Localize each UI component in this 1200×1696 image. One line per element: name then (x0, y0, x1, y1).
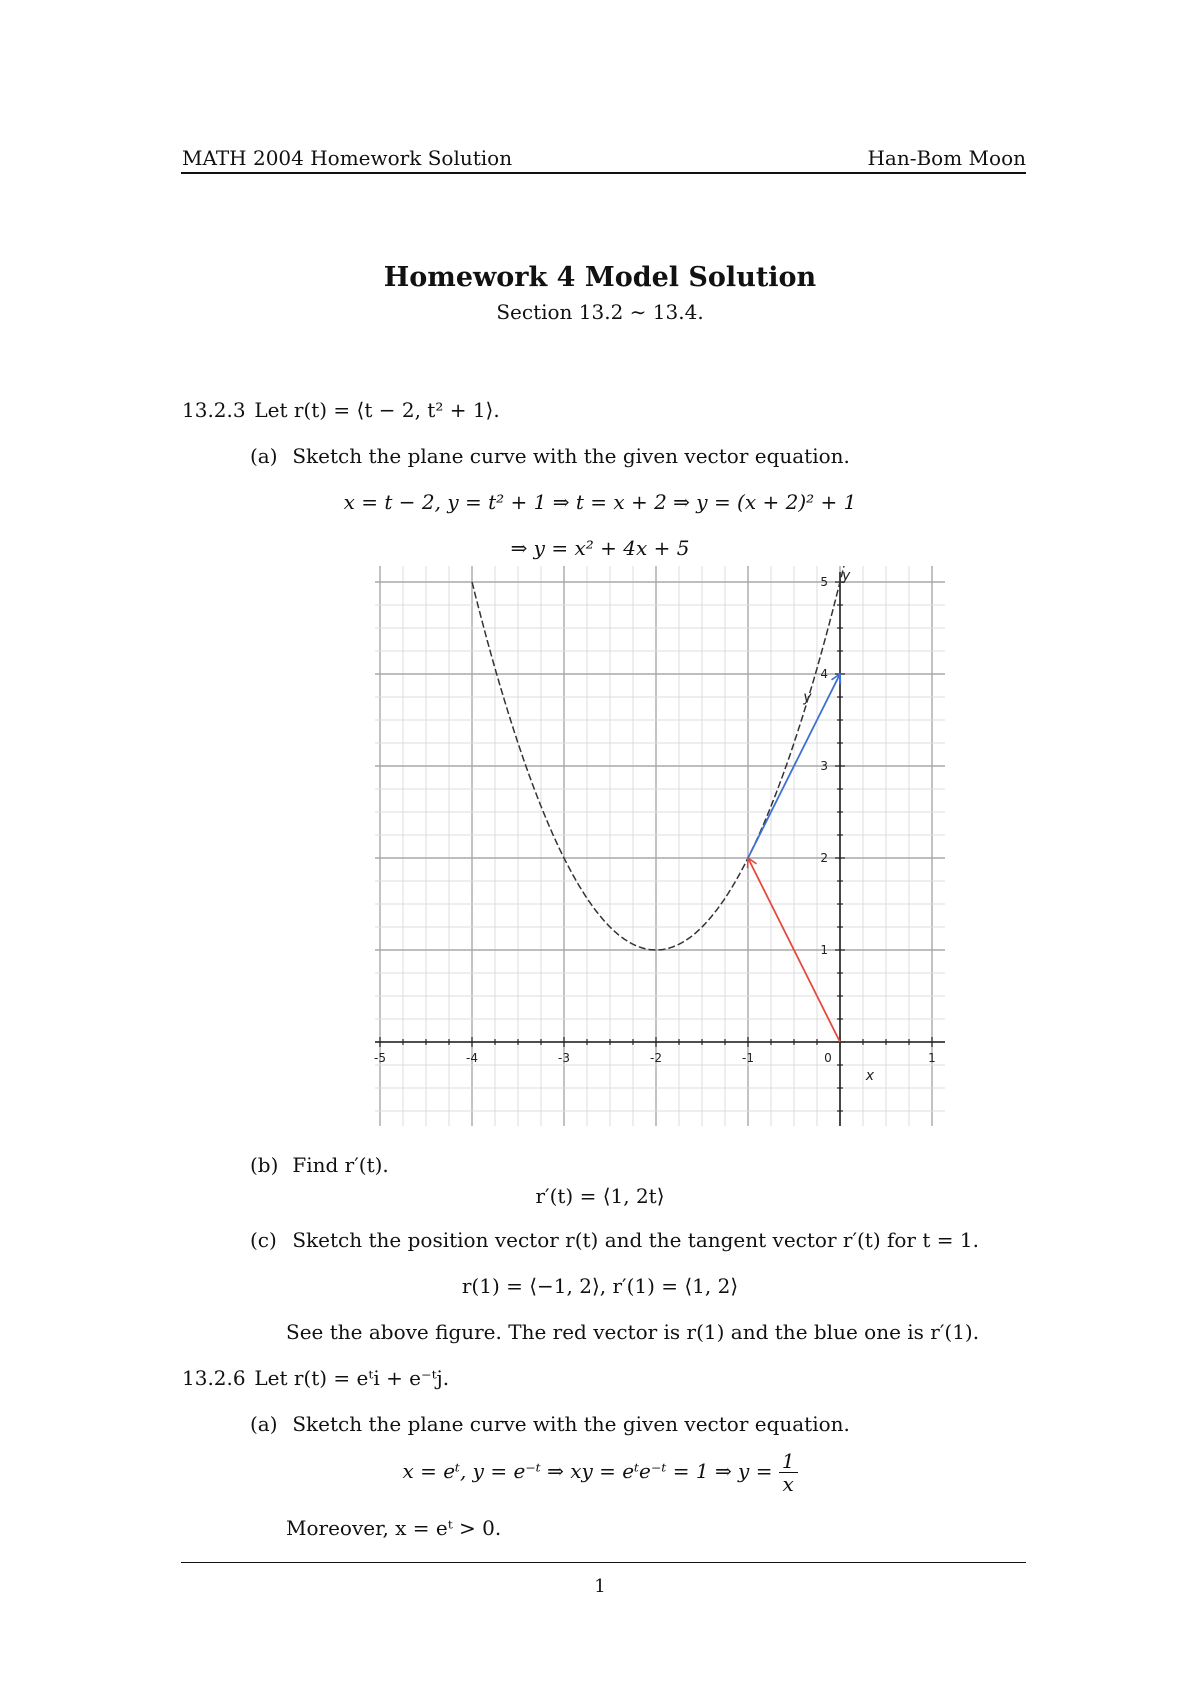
parabola-curve (472, 566, 845, 950)
problem-statement: Let r(t) = eᵗi + e⁻ᵗj. (254, 1366, 450, 1390)
y-tick-label: 1 (820, 943, 828, 957)
page-subtitle: Section 13.2 ∼ 13.4. (496, 300, 704, 324)
domain-note: Moreover, x = eᵗ > 0. (286, 1516, 502, 1540)
part-b-text: (b) Find r′(t). (250, 1153, 389, 1177)
y-tick-label: 4 (820, 667, 828, 681)
y-tick-label: 2 (820, 851, 828, 865)
page-title: Homework 4 Model Solution (383, 262, 817, 293)
x-tick-label: -1 (742, 1051, 754, 1065)
problem-number: 13.2.3 (182, 398, 246, 422)
x-tick-label: 0 (824, 1051, 832, 1065)
x-tick-label: -2 (650, 1051, 662, 1065)
part-c-text: (c) Sketch the position vector r(t) and the tangent vector r′(t) for t = 1. (250, 1228, 979, 1252)
equation-substitution: x = t − 2, y = t² + 1 ⇒ t = x + 2 ⇒ y = (x + 2)² + 1 (343, 490, 857, 514)
x-tick-label: -4 (466, 1051, 478, 1065)
x-tick-label: -3 (558, 1051, 570, 1065)
x-axis-label: x (865, 1068, 875, 1084)
y-tick-label: 5 (820, 575, 828, 589)
problem-13-2-3 (182, 398, 500, 422)
problem-number: 13.2.6 (182, 1366, 246, 1390)
equation-derivative: r′(t) = ⟨1, 2t⟩ (535, 1184, 665, 1208)
y-tick-label: 3 (820, 759, 828, 773)
part-c-note: See the above figure. The red vector is r(1) and the blue one is r′(1). (286, 1320, 980, 1344)
page-number: 1 (594, 1576, 606, 1597)
part-a-text: (a) Sketch the plane curve with the given vector equation. (250, 444, 850, 468)
x-tick-label: 1 (928, 1051, 936, 1065)
problem-statement: Let r(t) = ⟨t − 2, t² + 1⟩. (254, 398, 500, 422)
y-axis-label: y (842, 568, 851, 584)
x-tick-label: -5 (374, 1051, 386, 1065)
fraction-one-over-x: $\frac{1}{x}$ (779, 1450, 798, 1495)
parabola-graph (355, 566, 955, 1136)
equation-parabola: ⇒ y = x² + 4x + 5 (510, 536, 690, 560)
header-rule (181, 172, 1026, 174)
equation-vectors-at-1: r(1) = ⟨−1, 2⟩, r′(1) = ⟨1, 2⟩ (461, 1274, 739, 1298)
tangent-label: y (803, 689, 812, 706)
problem-13-2-6 (182, 1366, 449, 1390)
footer-rule (181, 1562, 1026, 1563)
equation-hyperbola: x = eᵗ, y = e⁻ᵗ ⇒ xy = eᵗe⁻ᵗ = 1 ⇒ y = $\frac{1}{x}$ (0, 1450, 1200, 1495)
header-author: Han-Bom Moon (867, 146, 1026, 170)
part-a-text-2: (a) Sketch the plane curve with the given vector equation. (250, 1412, 850, 1436)
header-course: MATH 2004 Homework Solution (182, 146, 513, 170)
